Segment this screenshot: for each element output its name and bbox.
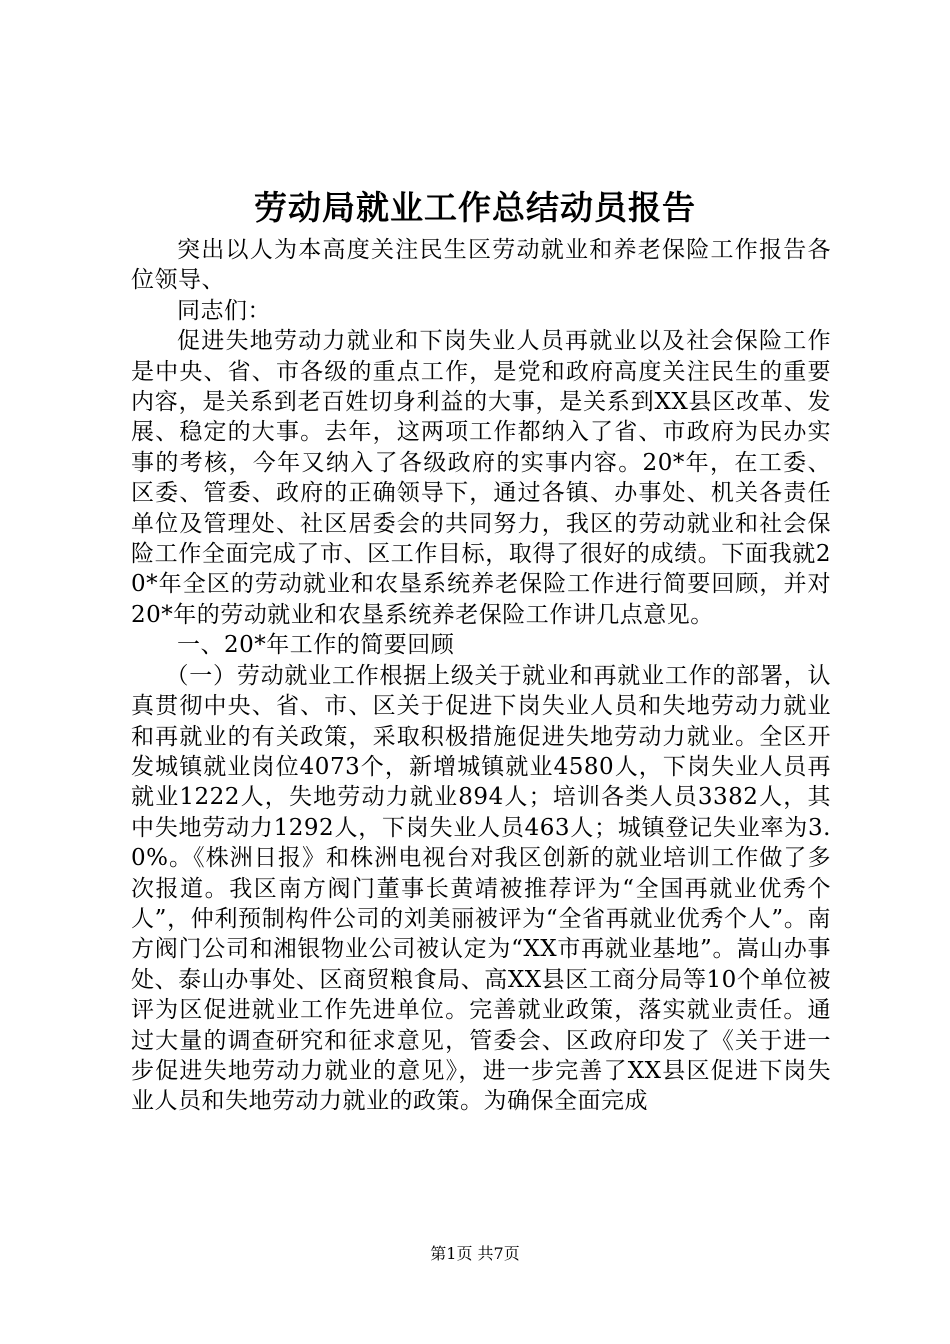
subsection-paragraph: （一）劳动就业工作根据上级关于就业和再就业工作的部署，认真贯彻中央、省、市、区关于促进下岗失业人员和失地劳动力就业和再就业的有关政策，采取积极措施促进失地劳动力就业。全区开发城镇就业岗位4073个，新增城镇就业4580人，下岗失业人员再就业1222人，失地劳动力就业894人；培训各类人员3382人，其中失地劳动力1292人，下岗失业人员463人；城镇登记失业率为3.0%。《株洲日报》和株洲电视台对我区创新的就业培训工作做了多次报道。我区南方阀门董事长黄靖被推荐评为“全国再就业优秀个人”，仲利预制构件公司的刘美丽被评为“全省再就业优秀个人”。南方阀门公司和湘银物业公司被认定为“XX市再就业基地”。嵩山办事处、泰山办事处、区商贸粮食局、高XX县区工商分局等10个单位被评为区促进就业工作先进单位。完善就业政策，落实就业责任。通过大量的调查研究和征求意见，管委会、区政府印发了《关于进一步促进失地劳动力就业的意见》，进一步完善了XX县区促进下岗失业人员和失地劳动力就业的政策。为确保全面完成 [131, 662, 831, 1115]
document-title: 劳动局就业工作总结动员报告 [254, 188, 696, 227]
document-body [131, 235, 831, 1117]
section-heading: 一、20*年工作的简要回顾 [177, 632, 455, 659]
page-number-footer: 第1页 共7页 [430, 1244, 520, 1263]
salutation-paragraph: 同志们： [177, 297, 271, 324]
opening-paragraph: 促进失地劳动力就业和下岗失业人员再就业以及社会保险工作是中央、省、市各级的重点工作，是党和政府高度关注民生的重要内容，是关系到老百姓切身利益的大事，是关系到XX县区改革、发展、稳定的大事。去年，这两项工作都纳入了省、市政府为民办实事的考核，今年又纳入了各级政府的实事内容。20*年，在工委、区委、管委、政府的正确领导下，通过各镇、办事处、机关各责任单位及管理处、社区居委会的共同努力，我区的劳动就业和社会保险工作全面完成了市、区工作目标，取得了很好的成绩。下面我就20*年全区的劳动就业和农垦系统养老保险工作进行简要回顾，并对20*年的劳动就业和农垦系统养老保险工作讲几点意见。 [131, 328, 831, 628]
intro-paragraph: 突出以人为本高度关注民生区劳动就业和养老保险工作报告各位领导、 [131, 237, 831, 294]
